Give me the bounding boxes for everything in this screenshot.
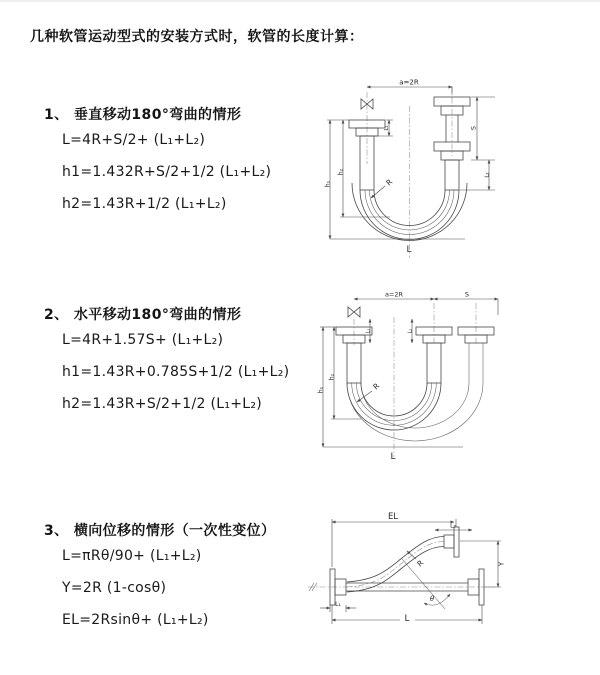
- formula-h2: h2=1.43R+S/2+1/2 (L₁+L₂): [62, 396, 263, 412]
- section-lateral-displacement: [44, 520, 275, 644]
- diagram-vertical-180-svg: [305, 72, 585, 267]
- hose-braid-right: [445, 160, 459, 190]
- dim-length-label: L: [390, 452, 396, 462]
- centerlines: [354, 303, 476, 457]
- diagram-vertical-180-bend: [305, 72, 585, 267]
- section-heading: 2、 水平移动180°弯曲的情形: [44, 307, 242, 323]
- dim-fitting-left-label: L₁: [384, 125, 390, 131]
- dim-span-label: a=2R: [399, 78, 419, 87]
- dim-length-label: L: [404, 614, 410, 624]
- valve-icon: [348, 307, 360, 317]
- section-vertical-movement: [44, 104, 271, 228]
- hose-moved-outline-outer: [347, 383, 483, 441]
- upper-flange: [454, 527, 459, 557]
- dim-radius-label: R: [371, 381, 382, 392]
- upper-hub: [444, 535, 454, 548]
- centerlines: [308, 583, 494, 591]
- formula-el: EL=2Rsinθ+ (L₁+L₂): [62, 612, 209, 628]
- dimensions: [318, 291, 499, 463]
- dim-fitting-right-label: L₂: [407, 328, 414, 334]
- formula-h2: h2=1.43R+1/2 (L₁+L₂): [62, 196, 227, 212]
- angle-construction: [402, 559, 450, 609]
- formula-length: L=πRθ/90+ (L₁+L₂): [62, 548, 202, 564]
- formula-y-offset: Y=2R (1-cosθ): [62, 580, 167, 596]
- formula-length: L=4R+S/2+ (L₁+L₂): [62, 132, 206, 148]
- dim-stroke-label: S: [464, 290, 470, 299]
- dim-radius-label: R: [415, 558, 426, 569]
- dim-height1-label: h₁: [317, 386, 325, 394]
- diagram-lateral-svg: [298, 507, 600, 655]
- dim-length-label: L: [406, 245, 412, 255]
- section-heading: 3、 横向位移的情形（一次性变位）: [44, 523, 276, 539]
- hose-braid-left: [347, 343, 361, 383]
- right-pipe-and-flange: [458, 327, 494, 383]
- diagram-horizontal-180-svg: [303, 285, 598, 465]
- formula-h1: h1=1.432R+S/2+1/2 (L₁+L₂): [62, 164, 272, 180]
- dim-height2-label: h₂: [328, 373, 336, 381]
- hose-braid-middle: [427, 343, 441, 383]
- dim-stroke-label: S: [469, 125, 478, 131]
- dim-fitting-right-label: L₂: [484, 172, 491, 178]
- diagram-lateral-displacement: [298, 507, 600, 655]
- dim-el-label: EL: [387, 512, 399, 522]
- section-heading: 1、 垂直移动180°弯曲的情形: [44, 107, 242, 123]
- formula-length: L=4R+1.57S+ (L₁+L₂): [62, 332, 224, 348]
- dim-height2-label: h₂: [337, 168, 345, 176]
- left-pipe-and-flange: [336, 327, 372, 383]
- dimensions: [320, 512, 506, 624]
- diagram-horizontal-180-bend: [303, 285, 598, 465]
- dim-angle-label: θ: [429, 595, 435, 603]
- dim-height1-label: h₁: [324, 180, 332, 188]
- dim-radius-label: R: [384, 177, 395, 188]
- dim-fitting-left-label: L₁: [365, 328, 372, 334]
- dim-offset-label: Y: [497, 561, 506, 567]
- hose-u-bend: [347, 383, 483, 441]
- formula-h1: h1=1.43R+0.785S+1/2 (L₁+L₂): [62, 364, 290, 380]
- section-horizontal-movement: [44, 304, 289, 428]
- dim-fitting-left-label: L₁: [335, 601, 341, 608]
- dim-span-label: a=2R: [384, 290, 404, 299]
- displaced-hose-s-curve: [347, 527, 459, 592]
- page-title: 几种软管运动型式的安装方式时，软管的长度计算：: [30, 29, 364, 45]
- dim-fitting-right-label: L₂: [450, 522, 456, 530]
- middle-pipe-and-flange: [416, 327, 452, 383]
